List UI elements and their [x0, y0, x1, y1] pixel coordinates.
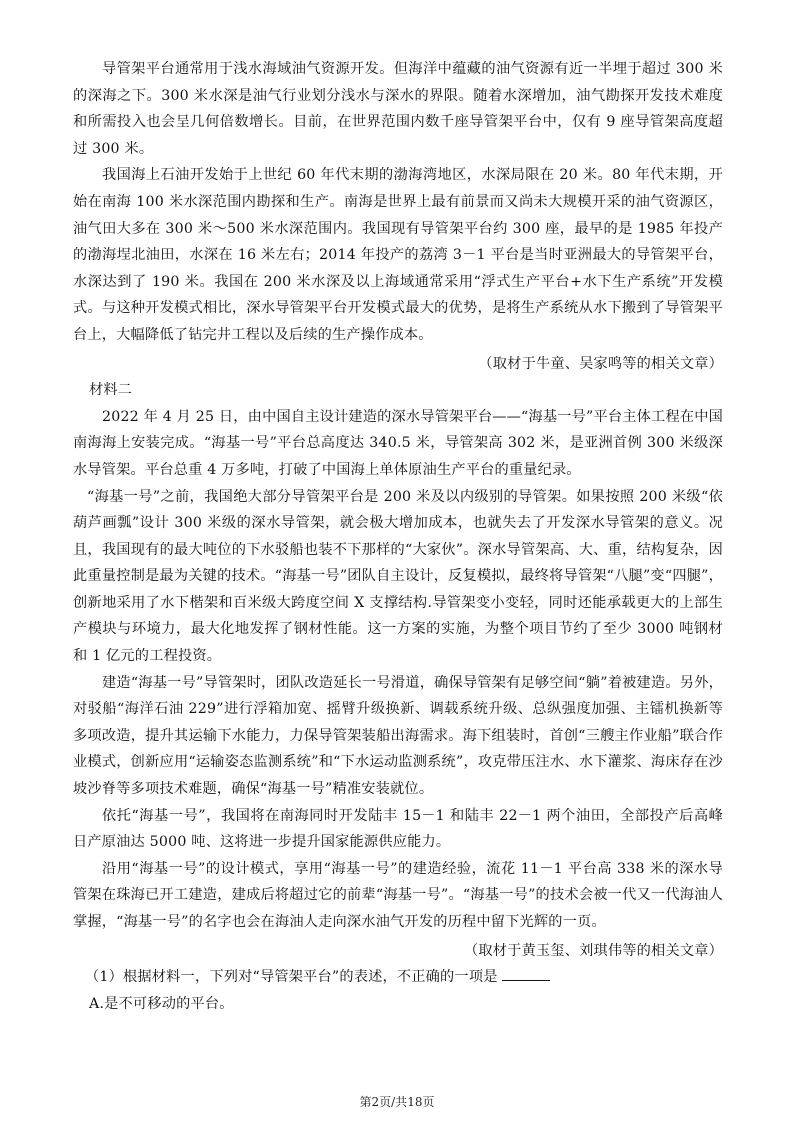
answer-blank	[502, 968, 550, 981]
question-stem-text: （1）根据材料一，下列对“导管架平台”的表述，不正确的一项是	[85, 969, 498, 986]
material1-paragraph-1: 导管架平台通常用于浅水海域油气资源开发。但海洋中蕴藏的油气资源有近一半埋于超过 300 米的深海之下。300 米水深是油气行业划分浅水与深水的界限。随着水深增加，油气勘探开发技术难度和所需投入也会呈几何倍数增长。目前，在世界范围内数千座导管架平台中，仅有 9 座导管架高度超过 300 米。	[73, 61, 723, 157]
material2-heading: 材料二	[89, 382, 133, 399]
page-footer: 第2页/共18页	[359, 1095, 435, 1109]
material2-source: （取材于黄玉玺、刘琪伟等的相关文章）	[464, 942, 723, 959]
material2-paragraph-3: 建造“海基一号”导管架时，团队改造延长一号滑道，确保导管架有足够空间“躺”着被建造。另外，对驳船“海洋石油 229”进行浮箱加宽、摇臂升级换新、调载系统升级、总纵强度加强、主镭机换新等多项改造，提升其运输下水能力，力保导管架装船出海需求。海下组装时，首创“三艘主作业船”联合作业模式，创新应用“运输姿态监测系统”和“下水运动监测系统”，攻克带压注水、水下灌浆、海床存在沙坡沙脊等多项技术难题，确保“海基一号”精准安装就位。	[73, 674, 723, 798]
material1-paragraph-2: 我国海上石油开发始于上世纪 60 年代末期的渤海湾地区，水深局限在 20 米。80 年代末期，开始在南海 100 米水深范围内勘探和生产。南海是世界上最有前景而又尚未大规模开采的油气资源区，油气田大多在 300 米～500 米水深范围内。我国现有导管架平台约 300 座，最早的是 1985 年投产的渤海埕北油田，水深在 16 米左右；2014 年投产的荔湾 3－1 平台是当时亚洲最大的导管架平台，水深达到了 190 米。我国在 200 米水深及以上海域通常采用“浮式生产平台+水下生产系统”开发模式。与这种开发模式相比，深水导管架平台开发模式最大的优势，是将生产系统从水下搬到了导管架平台上，大幅降低了钻完井工程以及后续的生产操作成本。	[73, 167, 723, 343]
document-body	[73, 56, 723, 1017]
material1-source: （取材于牛童、吴家鸣等的相关文章）	[478, 355, 723, 372]
material2-paragraph-1: 2022 年 4 月 25 日，由中国自主设计建造的深水导管架平台——“海基一号”平台主体工程在中国南海海上安装完成。“海基一号”平台总高度达 340.5 米，导管架高 302 米，是亚洲首例 300 米级深水导管架。平台总重 4 万多吨，打破了中国海上单体原油生产平台的重量纪录。	[73, 408, 723, 478]
material2-paragraph-4: 依托“海基一号”，我国将在南海同时开发陆丰 15－1 和陆丰 22－1 两个油田，全部投产后高峰日产原油达 5000 吨、这将进一步提升国家能源供应能力。	[73, 807, 723, 851]
option-a: A.是不可移动的平台。	[89, 995, 234, 1012]
question-stem	[73, 964, 723, 991]
material2-paragraph-2: “海基一号”之前，我国绝大部分导管架平台是 200 米及以内级别的导管架。如果按照 200 米级“依葫芦画瓢”设计 300 米级的深水导管架，就会极大增加成本，也就失去了开发深水导管架的意义。况且，我国现有的最大吨位的下水驳船也装不下那样的“大家伙”。深水导管架高、大、重，结构复杂，因此重量控制是最为关键的技术。“海基一号”团队自主设计，反复模拟，最终将导管架“八腿”变“四腿”，创新地采用了水下楷架和百米级大跨度空间 X 支撑结构.导管架变小变轻，同时还能承载更大的上部生产模块与环境力，最大化地发挥了钢材性能。这一方案的实施，为整个项目节约了至少 3000 吨钢材和 1 亿元的工程投资。	[73, 488, 723, 665]
material2-paragraph-5: 沿用“海基一号”的设计模式，享用“海基一号”的建造经验，流花 11－1 平台高 338 米的深水导管架在珠海已开工建造，建成后将超过它的前辈“海基一号”。“海基一号”的技术会被一代又一代海油人掌握，“海基一号”的名字也会在海油人走向深水油气开发的历程中留下光辉的一页。	[73, 860, 723, 930]
